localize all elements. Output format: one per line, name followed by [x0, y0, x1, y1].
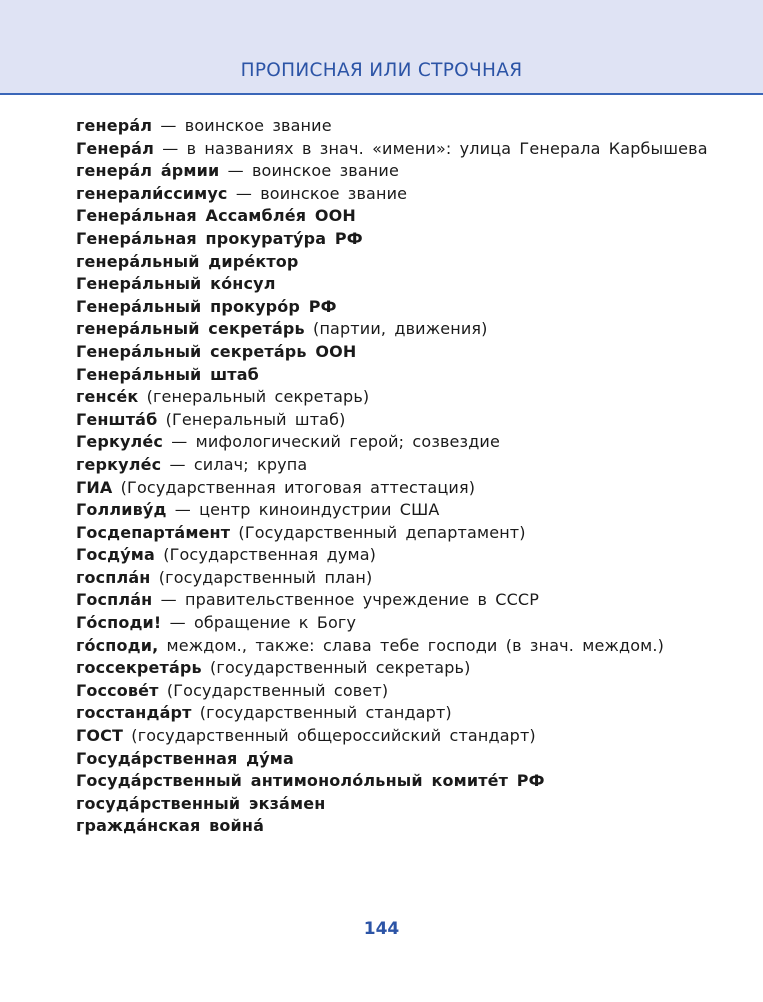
entry-headword: генера́л а́рмии: [76, 161, 220, 181]
entry-definition: — мифологический герой; созвездие: [163, 432, 500, 452]
dictionary-entry: [76, 612, 708, 635]
entry-definition: — воинское звание: [219, 161, 399, 181]
entry-headword: Генера́льный штаб: [76, 364, 259, 384]
entry-definition: (Государственная итоговая аттестация): [112, 477, 476, 497]
entry-definition: (Государственный совет): [158, 680, 389, 700]
dictionary-entry: [76, 341, 708, 364]
entry-definition: — в названиях в знач. «имени»: улица Генерала Карбышева: [153, 138, 708, 158]
entry-headword: го́споди,: [76, 635, 159, 655]
entry-headword: генера́льный секрета́рь: [76, 319, 305, 339]
entry-headword: Госдепарта́мент: [76, 522, 231, 542]
dictionary-entry: [76, 499, 708, 522]
dictionary-entry: [76, 793, 708, 816]
entry-definition: (государственный секретарь): [201, 658, 471, 678]
entry-headword: Госуда́рственная ду́ма: [76, 748, 294, 768]
entry-definition: (партии, движения): [304, 319, 488, 339]
entry-headword: Го́споди!: [76, 613, 162, 633]
entry-definition: (Государственная дума): [154, 545, 377, 565]
entry-definition: (Генеральный штаб): [157, 409, 346, 429]
entry-definition: (генеральный секретарь): [138, 387, 370, 407]
dictionary-entry: [76, 657, 708, 680]
dictionary-entry: [76, 364, 708, 387]
header-band: [0, 0, 763, 93]
entry-definition: — воинское звание: [152, 116, 332, 135]
entry-headword: Госсове́т: [76, 680, 159, 700]
entry-definition: (государственный план): [150, 567, 373, 587]
entry-definition: (государственный стандарт): [191, 703, 452, 723]
dictionary-entry: [76, 273, 708, 296]
entry-definition: (Государственный департамент): [230, 522, 526, 542]
dictionary-entry: [76, 635, 708, 658]
entry-headword: ГИА: [76, 477, 113, 497]
page-section-title: ПРОПИСНАЯ ИЛИ СТРОЧНАЯ: [240, 60, 523, 81]
entry-definition: — обращение к Богу: [161, 613, 357, 633]
entry-headword: госстанда́рт: [76, 703, 192, 723]
entry-headword: генера́л: [76, 116, 153, 135]
entry-definition: междом., также: слава тебе господи (в знач. междом.): [158, 635, 664, 655]
dictionary-entry: [76, 318, 708, 341]
dictionary-entry: [76, 409, 708, 432]
dictionary-entry: [76, 251, 708, 274]
entry-headword: геркуле́с: [76, 454, 162, 474]
dictionary-entry: [76, 702, 708, 725]
entry-definition: — центр киноиндустрии США: [166, 500, 440, 520]
dictionary-entry: [76, 544, 708, 567]
dictionary-entry: [76, 160, 708, 183]
dictionary-entry: [76, 183, 708, 206]
dictionary-entry: [76, 431, 708, 454]
dictionary-entry: [76, 386, 708, 409]
entry-headword: Генера́л: [76, 138, 154, 158]
dictionary-entry: [76, 725, 708, 748]
entry-headword: Генера́льная Ассамбле́я ООН: [76, 206, 356, 226]
dictionary-entry: [76, 680, 708, 703]
dictionary-entry: [76, 296, 708, 319]
dictionary-entry: [76, 589, 708, 612]
entry-definition: — правительственное учреждение в СССР: [152, 590, 540, 610]
dictionary-entry: [76, 815, 708, 838]
entry-headword: госуда́рственный экза́мен: [76, 793, 326, 813]
dictionary-entry: [76, 115, 708, 138]
entry-headword: Геншта́б: [76, 409, 158, 429]
entry-headword: генера́льный дире́ктор: [76, 251, 299, 271]
dictionary-entry: [76, 477, 708, 500]
entry-headword: Госуда́рственный антимоноло́льный комите́т РФ: [76, 771, 545, 791]
entry-headword: Госпла́н: [76, 590, 153, 610]
entry-headword: Генера́льный секрета́рь ООН: [76, 341, 357, 361]
entry-headword: Голливу́д: [76, 500, 167, 520]
entry-headword: Генера́льная прокурату́ра РФ: [76, 228, 363, 248]
entry-definition: — воинское звание: [227, 183, 408, 203]
dictionary-entry: [76, 770, 708, 793]
entry-headword: Геркуле́с: [76, 432, 164, 452]
entry-headword: гражда́нская война́: [76, 816, 265, 836]
dictionary-entry: [76, 138, 708, 161]
header-divider: [0, 93, 763, 95]
entry-headword: генерали́ссимус: [76, 183, 228, 203]
page-number: 144: [363, 919, 400, 939]
entry-headword: генсе́к: [76, 387, 139, 407]
entry-headword: Генера́льный ко́нсул: [76, 274, 276, 294]
entry-headword: госсекрета́рь: [76, 658, 202, 678]
dictionary-entries: [76, 115, 708, 838]
entry-headword: госпла́н: [76, 567, 151, 587]
dictionary-entry: [76, 454, 708, 477]
entry-headword: Госду́ма: [76, 545, 155, 565]
entry-definition: — силач; крупа: [161, 454, 308, 474]
entry-headword: ГОСТ: [76, 726, 124, 746]
dictionary-entry: [76, 228, 708, 251]
dictionary-entry: [76, 567, 708, 590]
entry-headword: Генера́льный прокуро́р РФ: [76, 296, 337, 316]
dictionary-entry: [76, 205, 708, 228]
dictionary-entry: [76, 748, 708, 771]
entry-definition: (государственный общероссийский стандарт): [123, 726, 536, 746]
dictionary-entry: [76, 522, 708, 545]
